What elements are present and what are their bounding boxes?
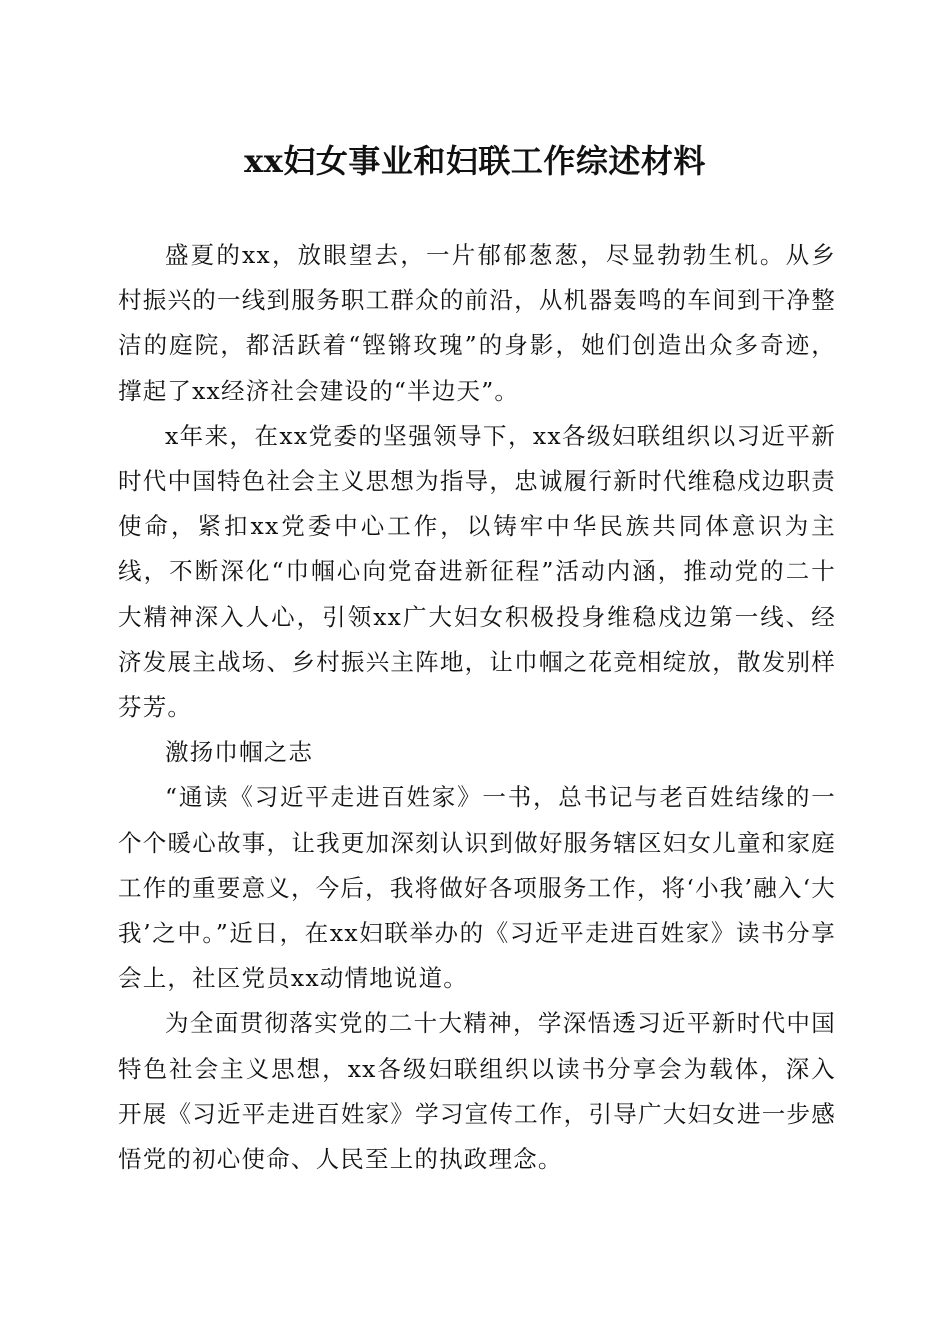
document-body (118, 233, 836, 1182)
section-heading: 激扬巾帼之志 (165, 738, 314, 767)
paragraph-intro: 盛夏的xx，放眼望去，一片郁郁葱葱，尽显勃勃生机。从乡村振兴的一线到服务职工群众的前沿，从机器轰鸣的车间到干净整洁的庭院，都活跃着“铿锵玫瑰”的身影，她们创造出众多奇迹，撑起了xx经济社会建设的“半边天”。 (118, 241, 836, 405)
paragraph-quote: “通读《习近平走进百姓家》一书，总书记与老百姓结缘的一个个暖心故事，让我更加深刻认识到做好服务辖区妇女儿童和家庭工作的重要意义，今后，我将做好各项服务工作，将‘小我’融入‘大我’之中。”近日，在xx妇联举办的《习近平走进百姓家》读书分享会上，社区党员xx动情地说道。 (118, 783, 836, 993)
document-title: xx妇女事业和妇联工作综述材料 (244, 142, 706, 180)
paragraph-study: 为全面贯彻落实党的二十大精神，学深悟透习近平新时代中国特色社会主义思想，xx各级妇联组织以读书分享会为载体，深入开展《习近平走进百姓家》学习宣传工作，引导广大妇女进一步感悟党的初心使命、人民至上的执政理念。 (118, 1009, 836, 1174)
paragraph-overview: x年来，在xx党委的坚强领导下，xx各级妇联组织以习近平新时代中国特色社会主义思想为指导，忠诚履行新时代维稳戍边职责使命，紧扣xx党委中心工作，以铸牢中华民族共同体意识为主线，不断深化“巾帼心向党奋进新征程”活动内涵，推动党的二十大精神深入人心，引领xx广大妇女积极投身维稳戍边第一线、经济发展主战场、乡村振兴主阵地，让巾帼之花竞相绽放，散发别样芬芳。 (118, 421, 836, 722)
